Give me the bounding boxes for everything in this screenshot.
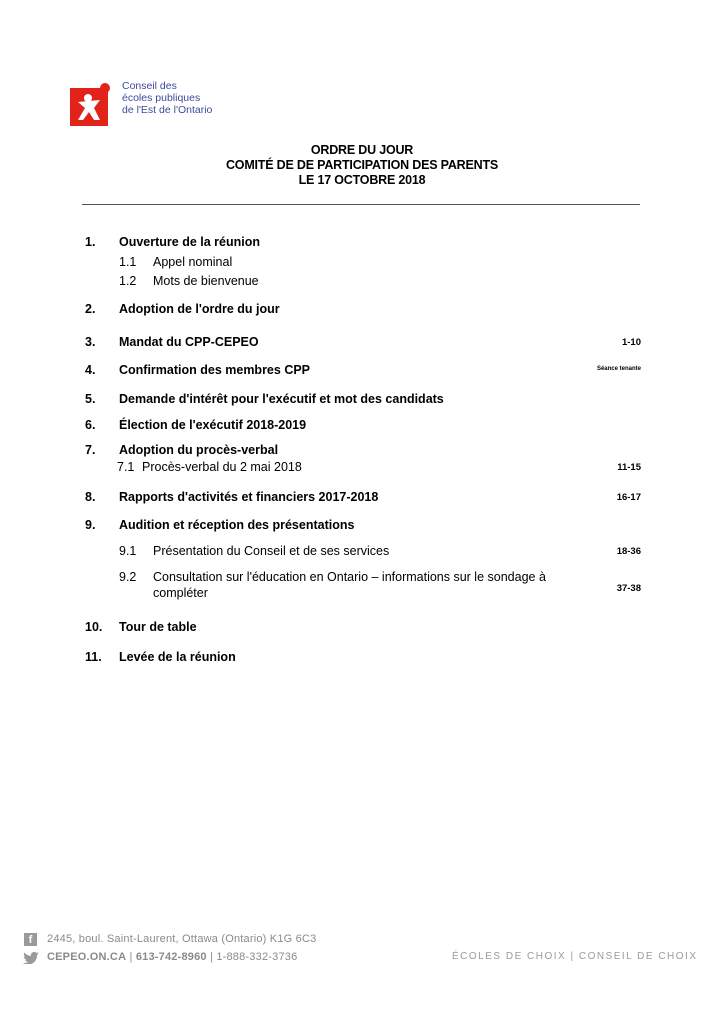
- subitem-number: 1.2: [119, 274, 137, 288]
- item-number: 2.: [85, 302, 96, 316]
- item-title: Tour de table: [119, 620, 197, 634]
- subitem-number: 1.1: [119, 255, 137, 269]
- footer-separator: |: [209, 951, 214, 963]
- footer-separator: |: [129, 951, 133, 963]
- subitem-number: 9.1: [119, 544, 137, 558]
- item-number: 4.: [85, 363, 96, 377]
- footer-slogan: ÉCOLES DE CHOIX | CONSEIL DE CHOIX: [452, 951, 698, 962]
- subitem-title: Procès-verbal du 2 mai 2018: [142, 460, 302, 474]
- facebook-icon[interactable]: f: [24, 933, 37, 946]
- footer-contact: [47, 951, 297, 963]
- subitem-title: Appel nominal: [153, 255, 233, 269]
- logo-line-3: de l'Est de l'Ontario: [122, 104, 213, 116]
- item-number: 9.: [85, 518, 96, 532]
- footer-address: 2445, boul. Saint-Laurent, Ottawa (Ontario) K1G 6C3: [47, 933, 317, 945]
- footer-website-link[interactable]: CEPEO.ON.CA: [47, 951, 127, 963]
- footer-phone-2: 1-888-332-3736: [216, 951, 298, 963]
- item-number: 10.: [85, 620, 103, 634]
- twitter-icon[interactable]: [23, 952, 39, 964]
- item-number: 3.: [85, 335, 96, 349]
- subitem-number: 7.1: [117, 460, 135, 474]
- item-title: Élection de l'exécutif 2018-2019: [119, 418, 307, 432]
- item-title: Levée de la réunion: [119, 650, 236, 664]
- item-title: Adoption de l'ordre du jour: [119, 302, 280, 316]
- item-title: Rapports d'activités et financiers 2017-2018: [119, 490, 379, 504]
- subitem-pages: 37-38: [616, 583, 641, 594]
- item-number: 5.: [85, 392, 96, 406]
- item-pages: 16-17: [616, 492, 641, 503]
- subitem-title: Présentation du Conseil et de ses services: [153, 544, 390, 558]
- item-title: Mandat du CPP-CEPEO: [119, 335, 259, 349]
- subitem-title: Consultation sur l'éducation en Ontario – informations sur le sondage à: [153, 570, 546, 584]
- footer-phone-1: 613-742-8960: [135, 951, 207, 963]
- item-number: 7.: [85, 443, 96, 457]
- subitem-number: 9.2: [119, 570, 137, 584]
- subitem-pages: 11-15: [617, 462, 641, 473]
- item-pages: Séance tenante: [596, 366, 641, 372]
- subitem-title: Mots de bienvenue: [153, 274, 259, 288]
- item-pages: 1-10: [621, 337, 641, 348]
- item-title: Audition et réception des présentations: [119, 518, 355, 532]
- title-line-1: ORDRE DU JOUR: [310, 143, 414, 157]
- title-line-3: LE 17 OCTOBRE 2018: [298, 173, 426, 187]
- item-number: 1.: [85, 235, 96, 249]
- logo-line-2: écoles publiques: [122, 92, 201, 104]
- subitem-title-continued: compléter: [153, 586, 208, 600]
- item-title: Demande d'intérêt pour l'exécutif et mot des candidats: [119, 392, 444, 406]
- item-title: Ouverture de la réunion: [119, 235, 261, 249]
- item-number: 6.: [85, 418, 96, 432]
- subitem-pages: 18-36: [616, 546, 641, 557]
- logo-line-1: Conseil des: [122, 80, 177, 92]
- title-line-2: COMITÉ DE DE PARTICIPATION DES PARENTS: [225, 158, 499, 172]
- item-title: Confirmation des membres CPP: [119, 363, 311, 377]
- item-number: 8.: [85, 490, 96, 504]
- item-number: 11.: [85, 650, 102, 664]
- item-title: Adoption du procès-verbal: [119, 443, 279, 457]
